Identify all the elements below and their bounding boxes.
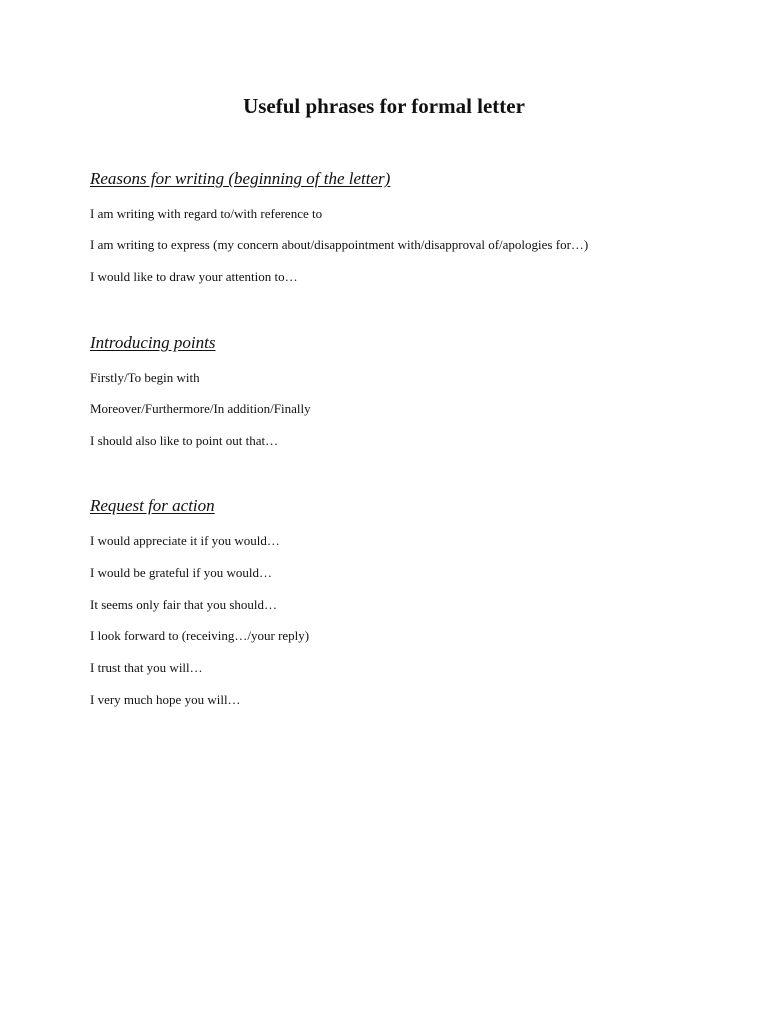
section-heading-introducing-points: Introducing points (90, 333, 216, 352)
phrase-item: I am writing with regard to/with reference to (90, 206, 323, 221)
phrase-item: It seems only fair that you should… (90, 597, 278, 612)
phrase-item: I trust that you will… (90, 660, 203, 675)
phrase-item: Firstly/To begin with (90, 370, 200, 385)
phrase-item: I very much hope you will… (90, 692, 241, 707)
phrase-item: I look forward to (receiving…/your reply) (90, 628, 310, 643)
phrase-item: I would like to draw your attention to… (90, 269, 298, 284)
document-title: Useful phrases for formal letter (243, 94, 525, 118)
section-heading-reasons: Reasons for writing (beginning of the letter) (90, 169, 391, 188)
section-heading-request-for-action: Request for action (90, 496, 215, 515)
phrase-item: I would appreciate it if you would… (90, 533, 280, 548)
phrase-item: I should also like to point out that… (90, 433, 279, 448)
phrase-item: I am writing to express (my concern about/disappointment with/disapproval of/apologies for…) (90, 237, 589, 252)
phrase-item: I would be grateful if you would… (90, 565, 272, 580)
phrase-item: Moreover/Furthermore/In addition/Finally (90, 401, 311, 416)
